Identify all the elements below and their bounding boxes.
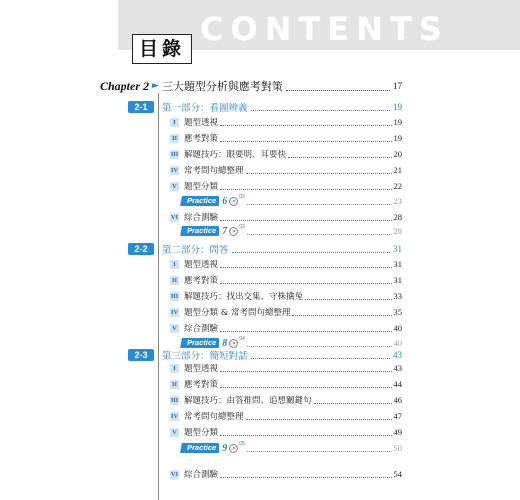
practice-tag: Practice	[184, 338, 219, 348]
item-page: 44	[393, 379, 402, 389]
dot-leader	[220, 214, 391, 221]
item-title: 應考對策	[184, 380, 219, 390]
toc-item[interactable]	[170, 148, 402, 160]
dot-leader	[220, 261, 391, 268]
item-page: 28	[393, 212, 402, 222]
dot-leader	[220, 429, 391, 436]
section-title: 第一部分：看圖辨義	[162, 103, 248, 114]
roman-numeral-badge: IV	[170, 308, 179, 316]
item-title: 綜合測驗	[184, 324, 219, 334]
item-title: 綜合測驗	[184, 470, 219, 480]
roman-numeral-badge: II	[171, 134, 178, 142]
roman-numeral-badge: IV	[170, 412, 179, 420]
practice-tag: Practice	[184, 196, 219, 206]
toc-title: 目錄	[132, 34, 192, 64]
dot-leader	[246, 167, 392, 174]
toc-item[interactable]	[170, 258, 402, 270]
item-title: 常考問句總整理	[184, 412, 244, 422]
dot-leader	[286, 82, 390, 91]
item-page: 49	[393, 427, 402, 437]
audio-disc-icon	[229, 197, 238, 206]
practice-page: 28	[393, 226, 402, 236]
item-page: 22	[393, 181, 402, 191]
toc-item[interactable]	[170, 132, 402, 144]
audio-disc-icon	[229, 227, 238, 236]
section-badge: 2-3	[128, 349, 154, 361]
item-page: 19	[393, 133, 402, 143]
item-page: 21	[393, 165, 402, 175]
dot-leader	[251, 351, 390, 359]
dot-leader	[247, 228, 392, 235]
roman-numeral-badge: III	[170, 396, 179, 404]
roman-numeral-badge: VI	[170, 470, 179, 478]
dot-leader	[247, 198, 392, 205]
section-badge: 2-1	[128, 101, 154, 113]
practice-page: 40	[393, 338, 402, 348]
toc-item[interactable]	[170, 211, 402, 223]
toc-item[interactable]	[170, 410, 402, 422]
practice-number: 7	[222, 225, 228, 237]
item-title: 常考問句總整理	[184, 166, 244, 176]
item-page: 43	[393, 363, 402, 373]
chapter-row[interactable]	[100, 78, 402, 94]
roman-numeral-badge: III	[170, 150, 179, 158]
item-page: 33	[393, 291, 402, 301]
dot-leader	[220, 183, 391, 190]
section-page: 43	[393, 350, 402, 360]
roman-numeral-badge: III	[170, 292, 179, 300]
practice-page: 50	[393, 443, 402, 453]
dot-leader	[220, 277, 391, 284]
dot-leader	[292, 309, 391, 316]
toc-item[interactable]	[170, 394, 402, 406]
section-page: 19	[393, 102, 402, 112]
item-title: 應考對策	[184, 276, 219, 286]
section-row[interactable]	[128, 242, 402, 256]
roman-numeral-badge: V	[170, 428, 179, 437]
item-title: 解題技巧：眼要明、耳要快	[184, 150, 287, 160]
practice-row[interactable]	[184, 195, 402, 207]
roman-numeral-badge: V	[170, 324, 179, 333]
chapter-page: 17	[393, 81, 402, 91]
item-page: 54	[393, 469, 402, 479]
track-number: 04	[239, 336, 245, 342]
section-row[interactable]	[128, 100, 402, 114]
practice-row[interactable]	[184, 442, 402, 454]
dot-leader	[220, 381, 391, 388]
dot-leader	[251, 103, 390, 111]
dot-leader	[220, 471, 391, 478]
toc-item[interactable]	[170, 362, 402, 374]
toc-item[interactable]	[170, 322, 402, 334]
chapter-label: Chapter 2	[100, 78, 150, 93]
item-page: 20	[393, 149, 402, 159]
dot-leader	[220, 325, 391, 332]
dot-leader	[220, 365, 391, 372]
roman-numeral-badge: I	[170, 260, 179, 269]
roman-numeral-badge: II	[171, 380, 178, 388]
toc-item[interactable]	[170, 426, 402, 438]
dot-leader	[220, 119, 391, 126]
item-title: 題型透視	[184, 118, 219, 128]
item-title: 題型分類 & 常考問句總整理	[184, 308, 291, 318]
toc-item[interactable]	[170, 274, 402, 286]
toc-item[interactable]	[170, 116, 402, 128]
left-rule	[158, 93, 159, 500]
item-page: 19	[393, 117, 402, 127]
toc-item[interactable]	[170, 180, 402, 192]
toc-item[interactable]	[170, 290, 402, 302]
item-page: 35	[393, 307, 402, 317]
toc-item[interactable]	[170, 164, 402, 176]
item-title: 題型分類	[184, 182, 219, 192]
practice-number: 9	[222, 442, 228, 454]
item-title: 解題技巧：由答推問、追想關鍵句	[184, 396, 312, 406]
track-number: 03	[239, 194, 245, 200]
section-page: 31	[393, 244, 402, 254]
audio-disc-icon	[229, 444, 238, 453]
practice-number: 8	[222, 337, 228, 349]
practice-page: 23	[393, 196, 402, 206]
roman-numeral-badge: V	[170, 182, 179, 191]
section-badge: 2-2	[128, 243, 154, 255]
dot-leader	[305, 293, 391, 300]
item-page: 46	[393, 395, 402, 405]
dot-leader	[220, 135, 391, 142]
roman-numeral-badge: IV	[170, 166, 179, 174]
section-title: 第三部分：簡短對話	[162, 351, 248, 362]
toc-item[interactable]	[170, 306, 402, 318]
item-title: 應考對策	[184, 134, 219, 144]
practice-row[interactable]	[184, 225, 402, 237]
item-page: 40	[393, 323, 402, 333]
dot-leader	[314, 397, 392, 404]
dot-leader	[246, 413, 392, 420]
practice-tag: Practice	[184, 226, 219, 236]
toc-item[interactable]	[170, 468, 402, 480]
dot-leader	[288, 151, 391, 158]
section-row[interactable]	[128, 348, 402, 362]
item-title: 解題技巧：找出交集、守株擒兔	[184, 292, 304, 302]
roman-numeral-badge: VI	[170, 213, 179, 221]
item-page: 31	[393, 275, 402, 285]
practice-tag: Practice	[184, 443, 219, 453]
item-page: 31	[393, 259, 402, 269]
roman-numeral-badge: I	[170, 364, 179, 373]
track-number: 05	[239, 441, 245, 447]
triangle-arrow-icon: ►	[152, 81, 159, 91]
toc-item[interactable]	[170, 378, 402, 390]
practice-number: 6	[222, 195, 228, 207]
item-title: 題型分類	[184, 428, 219, 438]
section-title: 第二部分：問答	[162, 245, 229, 256]
track-number: 03	[239, 224, 245, 230]
item-page: 47	[393, 411, 402, 421]
dot-leader	[247, 445, 392, 452]
chapter-title: 三大題型分析與應考對策	[161, 80, 283, 93]
contents-heading: CONTENTS	[200, 10, 449, 48]
item-title: 題型透視	[184, 364, 219, 374]
item-title: 題型透視	[184, 260, 219, 270]
roman-numeral-badge: I	[170, 118, 179, 127]
dot-leader	[247, 340, 392, 347]
item-title: 綜合測驗	[184, 213, 219, 223]
dot-leader	[232, 245, 390, 253]
audio-disc-icon	[229, 339, 238, 348]
roman-numeral-badge: II	[171, 276, 178, 284]
